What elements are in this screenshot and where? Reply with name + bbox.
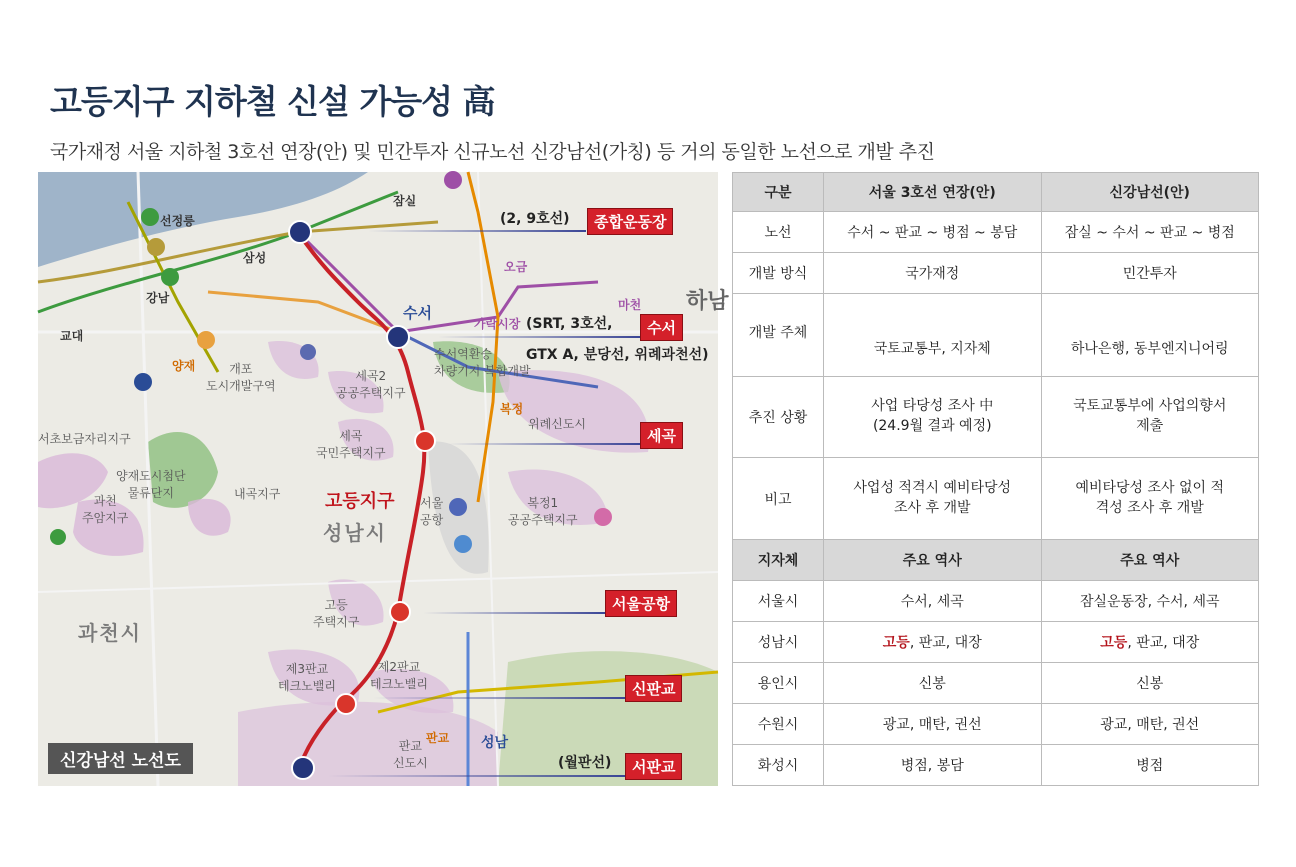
table-row bbox=[733, 622, 1259, 663]
page-subtitle: 국가재정 서울 지하철 3호선 연장(안) 및 민간투자 신규노선 신강남선(가칭) 등 거의 동일한 노선으로 개발 추진 bbox=[50, 141, 935, 163]
row-label: 개발 주체 bbox=[733, 294, 824, 377]
label-pangyo: 판교 bbox=[426, 731, 450, 745]
row-label: 수원시 bbox=[733, 704, 824, 745]
highlight-godeung: 고등 bbox=[882, 635, 910, 651]
row-label: 서울시 bbox=[733, 581, 824, 622]
station-box-sinpangyo: 신판교 bbox=[625, 675, 682, 702]
note-line29: (2, 9호선) bbox=[500, 211, 570, 227]
cell-singangnam: 신봉 bbox=[1041, 663, 1259, 704]
label-ogeum: 오금 bbox=[504, 260, 528, 274]
table-row bbox=[733, 663, 1259, 704]
route-map bbox=[38, 172, 729, 786]
cell-line3: 사업 타당성 조사 中 (24.9월 결과 예정) bbox=[824, 377, 1042, 458]
label-gangnam: 강남 bbox=[146, 291, 170, 305]
row-label: 화성시 bbox=[733, 745, 824, 786]
table-header: 주요 역사 bbox=[1041, 540, 1259, 581]
table-header: 구분 bbox=[733, 173, 824, 212]
label-hanam: 하남 bbox=[686, 289, 729, 314]
label-gyodae: 교대 bbox=[60, 329, 84, 343]
label-segok2: 세곡2 공공주택지구 bbox=[336, 369, 406, 400]
label-godeung-area: 고등 주택지구 bbox=[313, 598, 360, 629]
table-header: 주요 역사 bbox=[824, 540, 1042, 581]
row-label: 개발 방식 bbox=[733, 253, 824, 294]
cell-line3: 광교, 매탄, 권선 bbox=[824, 704, 1042, 745]
cell-line3: 수서, 세곡 bbox=[824, 581, 1042, 622]
row-label: 성남시 bbox=[733, 622, 824, 663]
table-row bbox=[733, 294, 1259, 377]
row-label: 노선 bbox=[733, 212, 824, 253]
cell-singangnam: 예비타당성 조사 없이 적 격성 조사 후 개발 bbox=[1041, 458, 1259, 540]
cell-line3: 병점, 봉담 bbox=[824, 745, 1042, 786]
table-header-row bbox=[733, 540, 1259, 581]
row-label: 비고 bbox=[733, 458, 824, 540]
label-segok-gukmin: 세곡 국민주택지구 bbox=[316, 429, 386, 460]
station-box-suseo: 수서 bbox=[640, 314, 683, 341]
station-box-segok: 세곡 bbox=[640, 422, 683, 449]
label-pangyo-newtown: 판교 신도시 bbox=[393, 739, 428, 770]
cell-text: , 판교, 대장 bbox=[1127, 635, 1200, 651]
label-gaepo: 개포 도시개발구역 bbox=[206, 362, 276, 393]
table-row bbox=[733, 458, 1259, 540]
cell-singangnam: 병점 bbox=[1041, 745, 1259, 786]
label-seocho: 서초보금자리지구 bbox=[38, 432, 131, 446]
label-naegok: 내곡지구 bbox=[234, 487, 281, 501]
table-header: 지자체 bbox=[733, 540, 824, 581]
cell-line3: 국토교통부, 지자체 bbox=[824, 294, 1042, 377]
label-godeung-focus: 고등지구 bbox=[325, 491, 395, 512]
table-header: 신강남선(안) bbox=[1041, 173, 1259, 212]
cell-line3: 수서 ~ 판교 ~ 병점 ~ 봉담 bbox=[824, 212, 1042, 253]
page-title: 고등지구 지하철 신설 가능성 高 bbox=[50, 82, 495, 121]
label-wirye: 위례신도시 bbox=[528, 417, 586, 431]
label-jamsil: 잠실 bbox=[393, 194, 417, 208]
table-row bbox=[733, 377, 1259, 458]
cell-singangnam: 잠실 ~ 수서 ~ 판교 ~ 병점 bbox=[1041, 212, 1259, 253]
row-label: 추진 상황 bbox=[733, 377, 824, 458]
cell-singangnam: 광교, 매탄, 권선 bbox=[1041, 704, 1259, 745]
table-header-row bbox=[733, 173, 1259, 212]
pointer-airport bbox=[423, 612, 605, 614]
cell-line3: 신봉 bbox=[824, 663, 1042, 704]
cell-singangnam: 국토교통부에 사업의향서 제출 bbox=[1041, 377, 1259, 458]
table-header: 서울 3호선 연장(안) bbox=[824, 173, 1042, 212]
label-suseo: 수서 bbox=[403, 304, 432, 322]
cell-singangnam: 민간투자 bbox=[1041, 253, 1259, 294]
table-row bbox=[733, 581, 1259, 622]
pointer-segok bbox=[448, 443, 640, 445]
cell-singangnam: 잠실운동장, 수서, 세곡 bbox=[1041, 581, 1259, 622]
cell-singangnam: 하나은행, 동부엔지니어링 bbox=[1041, 294, 1259, 377]
label-samseong: 삼성 bbox=[243, 251, 267, 265]
label-suseo-complex: 수서역환승 차량기지 복합개발 bbox=[434, 347, 531, 378]
row-label: 용인시 bbox=[733, 663, 824, 704]
table-row bbox=[733, 212, 1259, 253]
station-box-sports-complex: 종합운동장 bbox=[587, 208, 673, 235]
label-gwacheon-jumam: 과천 주암지구 bbox=[82, 494, 129, 525]
label-bokjeong: 복정 bbox=[500, 402, 524, 416]
label-yangjae-dist: 양재도시첨단 물류단지 bbox=[116, 469, 186, 500]
table-row bbox=[733, 704, 1259, 745]
label-bokjeong1: 복정1 공공주택지구 bbox=[508, 496, 578, 527]
station-box-seopangyo: 서판교 bbox=[625, 753, 682, 780]
label-garak: 가락시장 bbox=[474, 317, 521, 331]
label-yangjae: 양재 bbox=[172, 359, 196, 373]
label-seoul-airport-area: 서울 공항 bbox=[420, 496, 444, 527]
note-wolpan: (월판선) bbox=[558, 755, 612, 771]
label-gwacheon-city: 과천시 bbox=[78, 621, 142, 645]
label-seongnam-station: 성남 bbox=[481, 735, 509, 751]
label-macheon: 마천 bbox=[618, 298, 642, 312]
highlight-godeung: 고등 bbox=[1100, 635, 1128, 651]
comparison-table bbox=[732, 172, 1259, 786]
table-row bbox=[733, 745, 1259, 786]
label-third-pangyo: 제3판교 테크노밸리 bbox=[278, 662, 336, 693]
note-suseo-lines-1: (SRT, 3호선, bbox=[526, 316, 613, 332]
cell-text: , 판교, 대장 bbox=[909, 635, 982, 651]
pointer-seopangyo bbox=[328, 775, 625, 777]
cell-line3: 국가재정 bbox=[824, 253, 1042, 294]
pointer-suseo bbox=[438, 336, 640, 338]
map-caption: 신강남선 노선도 bbox=[48, 743, 193, 774]
note-suseo-lines-2: GTX A, 분당선, 위례과천선) bbox=[526, 347, 709, 363]
cell-line3 bbox=[824, 622, 1042, 663]
cell-line3: 사업성 적격시 예비타당성 조사 후 개발 bbox=[824, 458, 1042, 540]
pointer-sinpangyo bbox=[373, 697, 625, 699]
label-seonjeongneung: 선정릉 bbox=[160, 214, 195, 228]
station-box-seoul-airport: 서울공항 bbox=[605, 590, 677, 617]
pointer-sports bbox=[368, 230, 586, 232]
table-row bbox=[733, 253, 1259, 294]
label-second-pangyo: 제2판교 테크노밸리 bbox=[370, 660, 428, 691]
label-seongnam-city: 성남시 bbox=[323, 521, 387, 545]
cell-singangnam bbox=[1041, 622, 1259, 663]
